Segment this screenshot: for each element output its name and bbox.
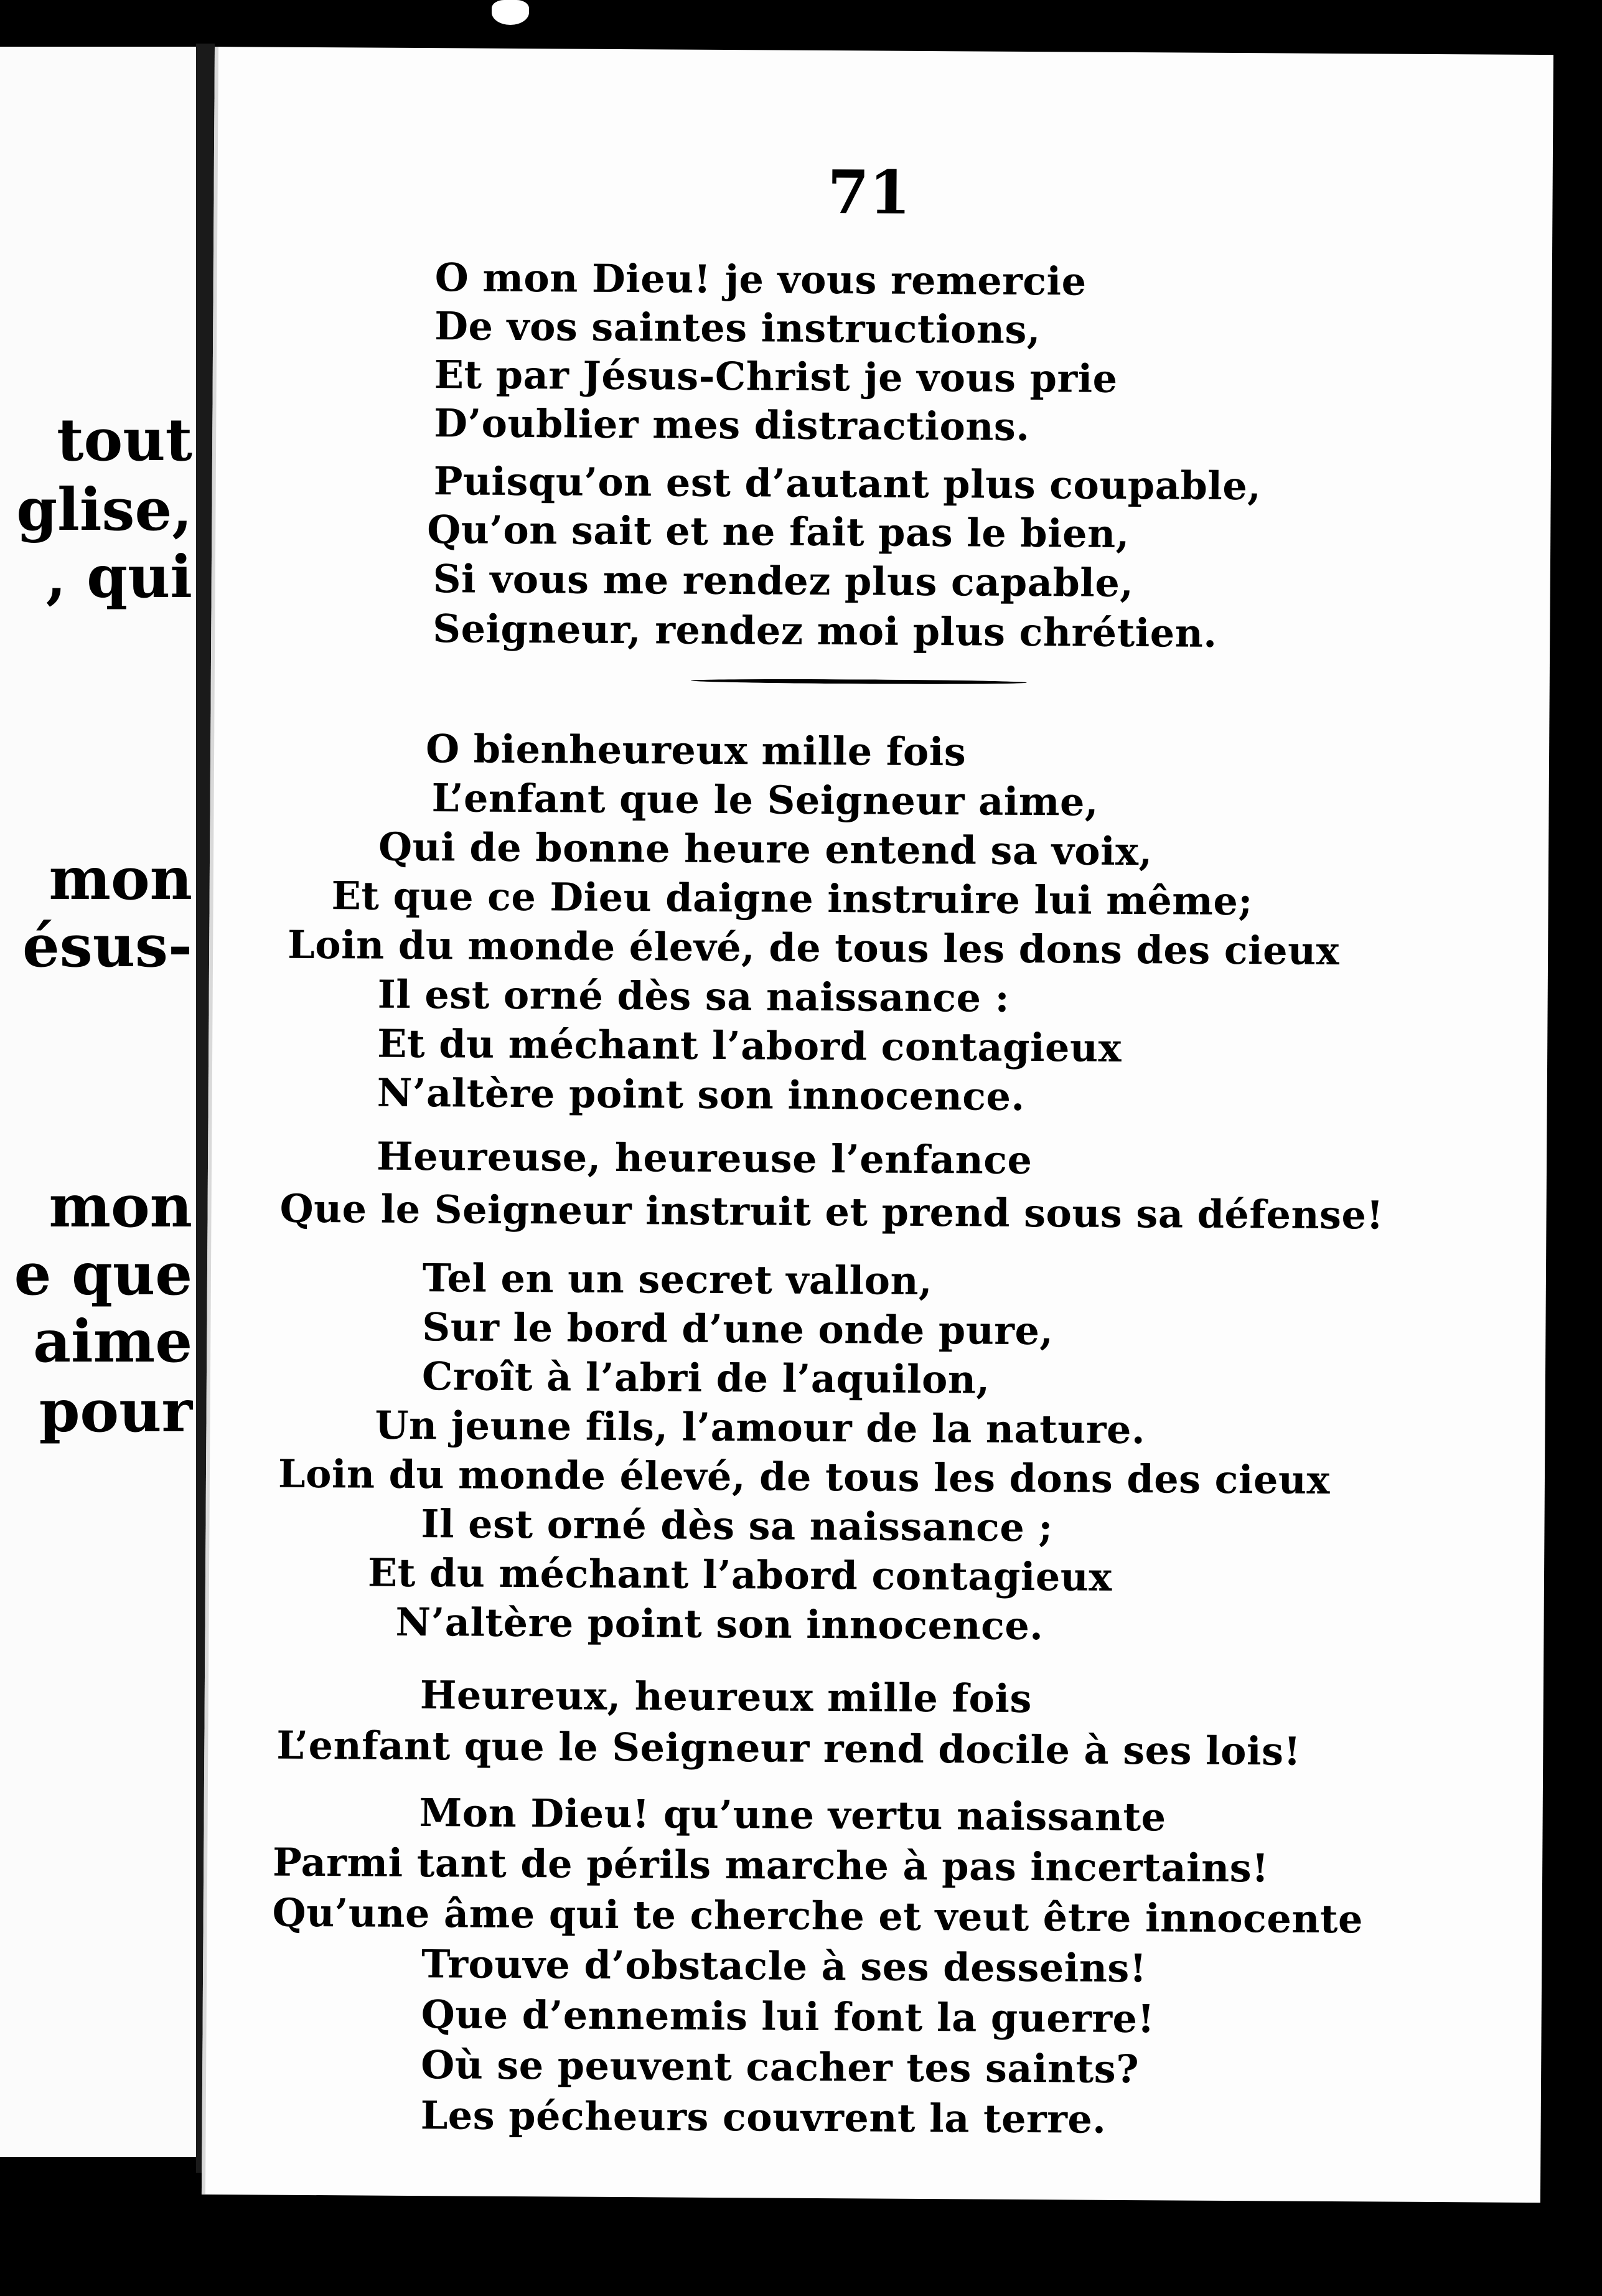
page-number: 71 <box>827 157 911 228</box>
verse-line: Mon Dieu! qu’une vertu naissante <box>419 1790 1166 1840</box>
verse-line: Parmi tant de périls marche à pas incertains! <box>272 1839 1270 1891</box>
facing-page-word: glise, <box>16 476 192 544</box>
verse-line: Heureuse, heureuse l’enfance <box>376 1133 1033 1183</box>
facing-page-word: mon <box>49 845 192 913</box>
verse-line: Qui de bonne heure entend sa voix, <box>378 824 1153 875</box>
section-divider <box>691 679 1027 685</box>
verse-line: N’altère point son innocence. <box>395 1599 1044 1649</box>
verse-line: De vos saintes instructions, <box>434 303 1041 353</box>
verse-line: Et par Jésus-Christ je vous prie <box>434 352 1118 402</box>
verse-line: L’enfant que le Seigneur rend docile à ses lois! <box>276 1722 1301 1774</box>
verse-line: Qu’on sait et ne fait pas le bien, <box>427 507 1130 557</box>
verse-line: Loin du monde élevé, de tous les dons des cieux <box>278 1451 1331 1503</box>
paper-tear <box>492 0 529 25</box>
verse-line: O bienheureux mille fois <box>425 726 967 775</box>
facing-page-word: mon <box>49 1172 192 1241</box>
verse-line: Si vous me rendez plus capable, <box>433 556 1134 606</box>
verse-line: Et du méchant l’abord contagieux <box>377 1020 1122 1071</box>
verse-line: Trouve d’obstacle à ses desseins! <box>421 1941 1147 1992</box>
verse-line: Que le Seigneur instruit et prend sous sa défense! <box>279 1185 1384 1238</box>
facing-page-word: , qui <box>45 543 192 611</box>
verse-line: Où se peuvent cacher tes saints? <box>420 2042 1140 2092</box>
facing-page-word: aime <box>33 1307 192 1376</box>
verse-line: Heureux, heureux mille fois <box>419 1672 1033 1722</box>
verse-line: Et du méchant l’abord contagieux <box>367 1550 1113 1600</box>
verse-line: Il est orné dès sa naissance ; <box>421 1501 1054 1551</box>
verse-line: Les pécheurs couvrent la terre. <box>420 2092 1107 2142</box>
verse-line: Seigneur, rendez moi plus chrétien. <box>433 606 1217 656</box>
verse-line: Un jeune fils, l’amour de la nature. <box>375 1402 1146 1453</box>
verse-line: Croît à l’abri de l’aquilon, <box>421 1353 990 1403</box>
facing-page-word: e que <box>14 1240 192 1309</box>
verse-line: Que d’ennemis lui font la guerre! <box>421 1992 1155 2042</box>
verse-line: L’enfant que le Seigneur aime, <box>431 775 1099 825</box>
verse-line: Qu’une âme qui te cherche et veut être innocente <box>272 1889 1364 1942</box>
facing-page-word: tout <box>57 406 192 474</box>
book-page <box>202 47 1553 2203</box>
verse-line: Puisqu’on est d’autant plus coupable, <box>433 458 1262 509</box>
facing-page-word: pour <box>39 1377 192 1446</box>
verse-line: D’oublier mes distractions. <box>434 400 1030 450</box>
verse-line: N’altère point son innocence. <box>377 1070 1025 1119</box>
verse-line: Et que ce Dieu daigne instruire lui même; <box>331 873 1253 925</box>
verse-line: Sur le bord d’une onde pure, <box>422 1304 1054 1354</box>
verse-line: Loin du monde élevé, de tous les dons des cieux <box>287 921 1340 974</box>
verse-line: Tel en un secret vallon, <box>422 1255 933 1304</box>
facing-page <box>0 47 196 2157</box>
verse-line: O mon Dieu! je vous remercie <box>434 255 1087 304</box>
facing-page-word: ésus- <box>22 912 192 981</box>
verse-line: Il est orné dès sa naissance : <box>377 971 1010 1021</box>
